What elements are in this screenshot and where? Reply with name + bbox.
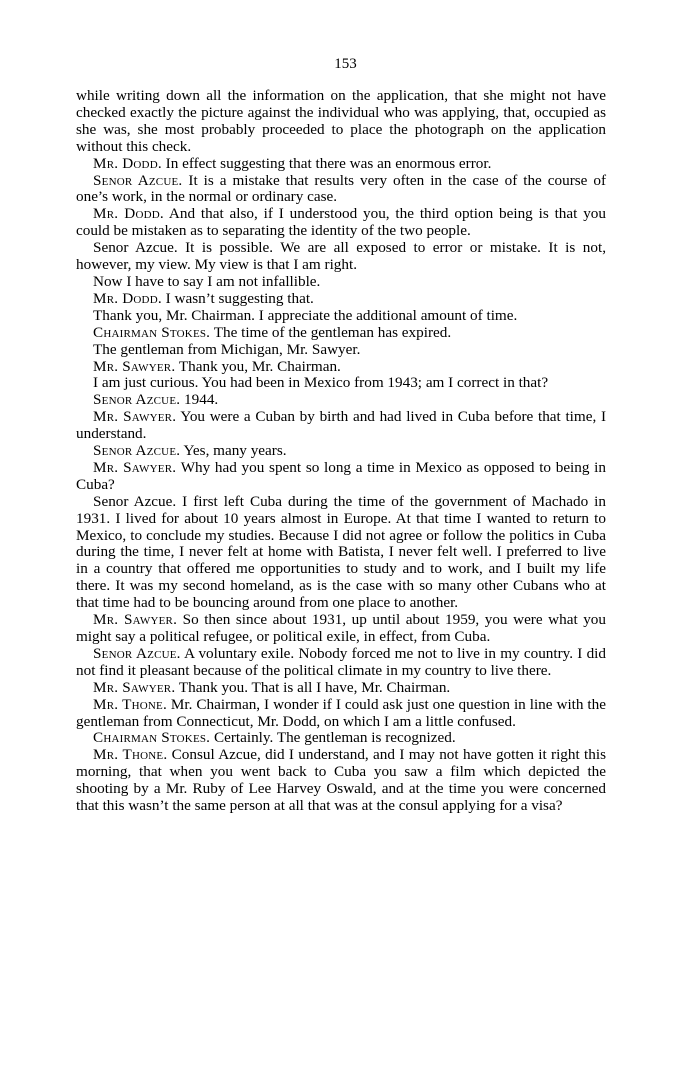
paragraph-text: Senor Azcue. It is possible. We are all exposed to error or mistake. It is not, however, my view. My view is that I am right. [76,239,606,274]
paragraph-text: Why had you spent so long a time in Mexico as opposed to being in Cuba? [76,458,606,493]
transcript-paragraph [76,206,606,240]
speaker-name: Senor Azcue. [93,644,181,662]
transcript-body [76,88,606,815]
transcript-paragraph [76,494,606,612]
speaker-name: Senor Azcue. [93,391,181,409]
transcript-paragraph [76,730,606,747]
paragraph-text: It is a mistake that results very often in the case of the course of one’s work, in the normal or ordinary case. [76,171,607,206]
transcript-paragraph [76,409,606,443]
speaker-name: Mr. Sawyer. [93,458,177,476]
transcript-paragraph [76,697,606,731]
transcript-paragraph [76,460,606,494]
paragraph-text: In effect suggesting that there was an enormous error. [165,154,492,172]
speaker-name: Chairman Stokes. [93,323,211,341]
speaker-name: Senor Azcue. [93,442,181,460]
transcript-paragraph [76,612,606,646]
transcript-paragraph [76,274,606,291]
paragraph-text: So then since about 1931, up until about 1959, you were what you might say a political refugee, or political exile, in effect, from Cuba. [76,611,606,645]
transcript-paragraph [76,308,606,325]
transcript-paragraph [76,173,606,207]
speaker-name: Mr. Sawyer. [93,611,178,629]
transcript-paragraph [76,88,606,156]
speaker-name: Chairman Stokes. [93,729,211,747]
page-number: 153 [334,56,357,72]
paragraph-text: The time of the gentleman has expired. [213,323,452,341]
transcript-paragraph [76,359,606,376]
paragraph-text: Now I have to say I am not infallible. [93,272,321,290]
speaker-name: Mr. Sawyer. [93,408,177,426]
speaker-name: Senor Azcue. [93,171,183,189]
paragraph-text: And that also, if I understood you, the third option being is that you could be mistaken as to separating the identity of the two people. [76,205,606,240]
speaker-name: Mr. Dodd. [93,205,164,223]
speaker-name: Mr. Dodd. [93,289,162,307]
paragraph-text: Thank you. That is all I have, Mr. Chairman. [178,678,451,696]
transcript-paragraph [76,392,606,409]
paragraph-text: Yes, many years. [183,442,287,460]
transcript-paragraph [76,443,606,460]
transcript-paragraph [76,240,606,274]
paragraph-text: I wasn’t suggesting that. [165,289,314,307]
paragraph-text: Consul Azcue, did I understand, and I may not have gotten it right this morning, that when you went back to Cuba you saw a film which depicted the shooting by a Mr. Ruby of Lee Harvey Oswald, and at the time you were concerned that this wasn’t the same person at all that was at the consul applying for a visa? [76,746,606,815]
transcript-paragraph [76,342,606,359]
speaker-name: Mr. Sawyer. [93,357,176,375]
paragraph-text: You were a Cuban by birth and had lived in Cuba before that time, I understand. [76,408,607,443]
transcript-paragraph [76,680,606,697]
transcript-paragraph [76,325,606,342]
transcript-paragraph [76,291,606,308]
speaker-name: Mr. Dodd. [93,154,162,172]
paragraph-text: 1944. [184,391,219,409]
paragraph-text: Mr. Chairman, I wonder if I could ask just one question in line with the gentleman from Connecticut, Mr. Dodd, on which I am a little confused. [76,695,606,730]
paragraph-text: A voluntary exile. Nobody forced me not to live in my country. I did not find it pleasant because of the political climate in my country to live there. [76,644,606,679]
paragraph-text: Thank you, Mr. Chairman. I appreciate the additional amount of time. [93,306,518,324]
paragraph-text: The gentleman from Michigan, Mr. Sawyer. [93,340,361,358]
paragraph-text: Certainly. The gentleman is recognized. [213,729,456,747]
paragraph-text: Senor Azcue. I first left Cuba during the time of the government of Machado in 1931. I lived for about 10 years almost in Europe. At that time I wanted to return to Mexico, to conclude my studies. Because I did not agree or follow the politics in Cuba during the time, I never felt at home with Batista, I never felt well. I preferred to live in a country that offered me opportunities to study and to work, and I built my life there. It was my second homeland, as is the case with so many other Cubans who at that time had to be bouncing around from one place to another. [76,492,606,612]
paragraph-text: Thank you, Mr. Chairman. [178,357,341,375]
speaker-name: Mr. Thone. [93,746,168,764]
speaker-name: Mr. Sawyer. [93,678,176,696]
transcript-paragraph [76,646,606,680]
transcript-paragraph [76,156,606,173]
paragraph-text: I am just curious. You had been in Mexico from 1943; am I correct in that? [93,374,549,392]
transcript-paragraph [76,747,606,815]
transcript-paragraph [76,375,606,392]
paragraph-text: while writing down all the information on the application, that she might not have checked exactly the picture against the individual who was applying, that, occupied as she was, she most probably proceeded to place the photograph on the application without this check. [76,87,606,155]
speaker-name: Mr. Thone. [93,695,167,713]
